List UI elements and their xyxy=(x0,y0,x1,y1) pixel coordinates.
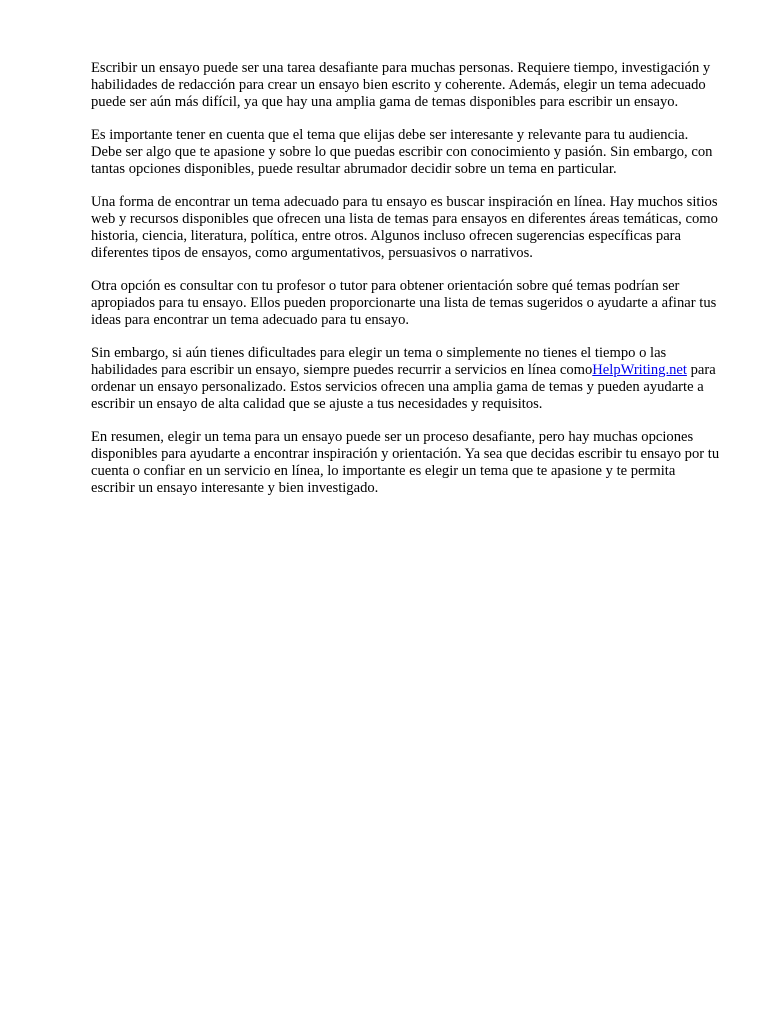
paragraph-6: En resumen, elegir un tema para un ensayo puede ser un proceso desafiante, pero hay muchas opciones disponibles para ayudarte a encontrar inspiración y orientación. Ya sea que decidas escribir tu ensayo por tu cuenta o confiar en un servicio en línea, lo importante es elegir un tema que te apasione y te permita escribir un ensayo interesante y bien investigado. xyxy=(91,429,720,496)
paragraph-4: Otra opción es consultar con tu profesor o tutor para obtener orientación sobre qué temas podrían ser apropiados para tu ensayo. Ellos pueden proporcionarte una lista de temas sugeridos o ayudarte a afinar tus ideas para encontrar un tema adecuado para tu ensayo. xyxy=(91,278,717,328)
document-body xyxy=(91,60,721,513)
paragraph-3: Una forma de encontrar un tema adecuado para tu ensayo es buscar inspiración en línea. Hay muchos sitios web y recursos disponibles que ofrecen una lista de temas para ensayos en diferentes áreas temáticas, como historia, ciencia, literatura, política, entre otros. Algunos incluso ofrecen sugerencias específicas para diferentes tipos de ensayos, como argumentativos, persuasivos o narrativos. xyxy=(91,194,718,261)
paragraph-5-text-after-link: para ordenar un ensayo personalizado. Estos servicios ofrecen una amplia gama de temas y pueden ayudarte a escribir un ensayo de alta calidad que se ajuste a tus necesidades y requisitos. xyxy=(91,362,716,412)
paragraph-1: Escribir un ensayo puede ser una tarea desafiante para muchas personas. Requiere tiempo, investigación y habilidades de redacción para crear un ensayo bien escrito y coherente. Además, elegir un tema adecuado puede ser aún más difícil, ya que hay una amplia gama de temas disponibles para escribir un ensayo. xyxy=(91,60,711,110)
paragraph-5 xyxy=(91,345,721,413)
paragraph-5-text-before-link: Sin embargo, si aún tienes dificultades para elegir un tema o simplemente no tienes el tiempo o las habilidades para escribir un ensayo, siempre puedes recurrir a servicios en línea como xyxy=(91,345,667,378)
helpwriting-link[interactable]: HelpWriting.net xyxy=(592,362,687,378)
paragraph-2: Es importante tener en cuenta que el tema que elijas debe ser interesante y relevante para tu audiencia. Debe ser algo que te apasione y sobre lo que puedas escribir con conocimiento y pasión. Sin embargo, con tantas opciones disponibles, puede resultar abrumador decidir sobre un tema en particular. xyxy=(91,127,713,177)
